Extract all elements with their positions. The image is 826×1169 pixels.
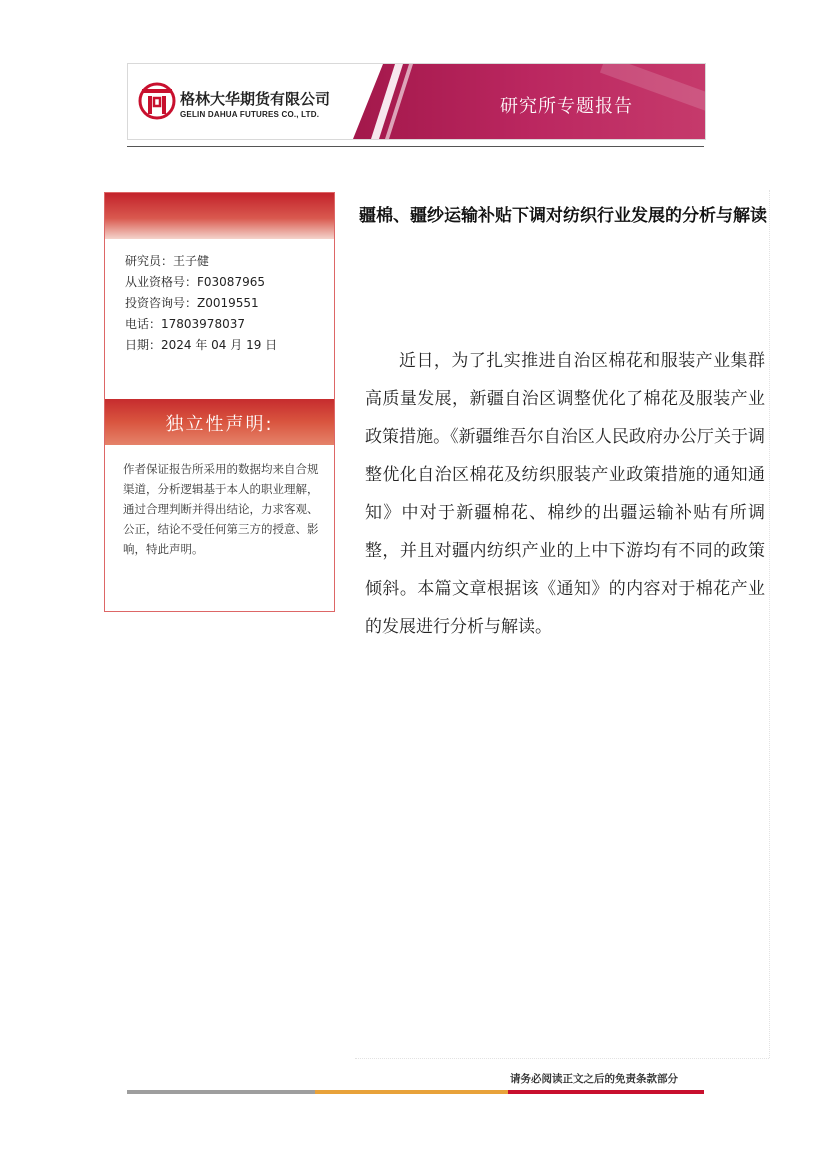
report-type-label: 研究所专题报告 [500,96,633,117]
company-logo-icon [138,82,176,120]
info-box-banner [105,193,334,239]
report-header [127,63,706,140]
phone-number: 电话：17803978037 [125,317,245,331]
header-rule [127,146,704,147]
qualification-number: 从业资格号：F03087965 [125,275,265,289]
footer-bar-orange [315,1090,508,1094]
company-name-en: GELIN DAHUA FUTURES CO., LTD. [180,110,320,119]
article-body: 近日，为了扎实推进自治区棉花和服装产业集群高质量发展，新疆自治区调整优化了棉花及服装产业政策措施。《新疆维吾尔自治区人民政府办公厅关于调整优化自治区棉花及纺织服装产业政策措施的通知通知》中对于新疆棉花、棉纱的出疆运输补贴有所调整，并且对疆内纺织产业的上中下游均有不同的政策倾斜。本篇文章根据该《通知》的内容对于棉花产业的发展进行分析与解读。 [365,351,765,637]
statement-banner [105,399,334,445]
footer-bar-red [508,1090,704,1094]
company-name-cn: 格林大华期货有限公司 [180,90,331,108]
researcher-info-box [104,192,335,612]
report-date: 日期：2024 年 04 月 19 日 [125,338,278,352]
footer-bar-gray [127,1090,315,1094]
disclaimer-note: 请务必阅读正文之后的免责条款部分 [510,1073,678,1085]
statement-title: 独立性声明: [165,414,274,435]
researcher-name: 研究员：王子健 [125,254,210,268]
article-title: 疆棉、疆纱运输补贴下调对纺织行业发展的分析与解读 [359,206,767,226]
consulting-number: 投资咨询号：Z0019551 [125,296,259,310]
column-border-right [769,190,770,1058]
statement-text: 作者保证报告所采用的数据均来自合规渠道，分析逻辑基于本人的职业理解，通过合理判断并得出结论，力求客观、公正，结论不受任何第三方的授意、影响，特此声明。 [123,462,319,556]
logo-area [128,64,378,139]
researcher-details [125,251,277,356]
column-border-bottom [355,1058,769,1059]
